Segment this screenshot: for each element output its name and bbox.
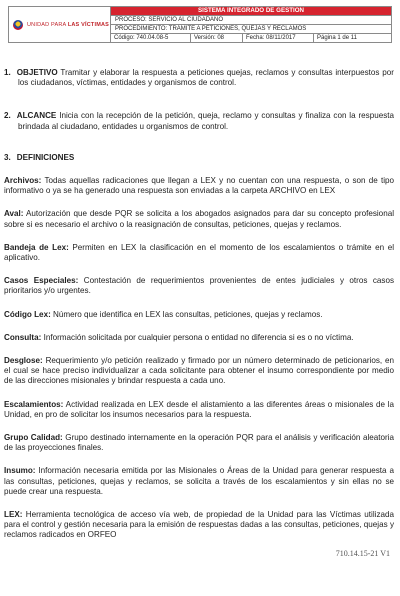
definition-text: Grupo destinado internamente en la operación PQR para el análisis y verificación aleatoria de las proyecciones finales.	[4, 433, 394, 453]
definition-term: Casos Especiales:	[4, 276, 79, 286]
definition-item	[4, 176, 394, 196]
section-title: OBJETIVO	[16, 68, 58, 77]
definition-item	[4, 310, 394, 320]
section-objetivo: 1. OBJETIVO Tramitar y elaborar la respuesta a peticiones quejas, reclamos y consultas interpuestos por los ciudadanos, víctimas, entidades y organismos de control.	[4, 68, 394, 88]
definition-item	[4, 400, 394, 420]
section-title: ALCANCE	[16, 111, 57, 121]
page-number: Página 1 de 11	[317, 35, 357, 41]
definition-item	[4, 333, 394, 343]
definition-term: Desglose:	[4, 356, 43, 366]
definition-item	[4, 433, 394, 453]
definition-text: Información necesaria emitida por las Misionales o Áreas de la Unidad para generar respuesta a las consultas, peticiones, quejas y reclamos, se solicita a través de los escalamientos y sin ellas no se puede crear una respuesta.	[4, 466, 394, 496]
footer-document-code: 710.14.15-21 V1	[335, 549, 390, 558]
definition-term: Bandeja de Lex:	[4, 242, 69, 252]
section-definiciones-heading: 3. DEFINICIONES	[4, 152, 75, 162]
section-text: Tramitar y elaborar la respuesta a peticiones quejas, reclamos y consultas interpuestos por los ciudadanos, víctimas, entidades y organismos de control.	[18, 68, 394, 88]
document-body	[4, 68, 394, 554]
definition-text: Permiten en LEX la clasificación en el momento de los escalamientos o trámite en el aplicativo.	[4, 242, 394, 263]
system-title: SISTEMA INTEGRADO DE GESTIÓN	[111, 7, 391, 16]
logo-text: UNIDAD PARA LAS VÍCTIMAS	[27, 21, 110, 28]
definition-term: Código Lex:	[4, 309, 51, 319]
definition-text: Contestación de requerimientos provenientes de entes judiciales y otros casos prioritarios y/o urgentes.	[4, 276, 394, 296]
section-text: Inicia con la recepción de la petición, queja, reclamo y consultas y finaliza con la respuesta brindada al ciudadano, entidades u organismos de control.	[18, 111, 395, 131]
definition-term: Escalamientos:	[4, 399, 64, 409]
definition-text: Todas aquellas radicaciones que llegan a LEX y no cuentan con una respuesta, o son de tipo informativo o ya se ha generado una respuesta son enviadas a la carpeta ARCHIVO en LEX	[4, 176, 395, 196]
definition-term: Archivos:	[4, 176, 42, 186]
definition-text: Herramienta tecnológica de acceso vía web, de propiedad de la Unidad para las Víctimas utilizada para el control y gestión necesaria para la emisión de respuestas dadas a las consultas, peticiones, quejas y reclamos radicados en ORFEO	[4, 510, 394, 540]
document-code: Código: 740.04.08-5	[111, 34, 191, 42]
definition-item	[4, 243, 394, 263]
definition-item	[4, 276, 394, 296]
document-header	[8, 6, 392, 43]
colombia-crest-icon	[13, 20, 23, 30]
document-version: Versión: 08	[191, 34, 243, 42]
definition-item	[4, 510, 394, 541]
logo	[9, 7, 111, 42]
definition-text: Autorización que desde PQR se solicita a los abogados asignados para dar su concepto profesional sobre si es necesario el archivo o la reasignación de consultas, peticiones, quejas y reclamos.	[4, 209, 394, 229]
definition-text: Requerimiento y/o petición realizado y firmado por un número determinado de peticionarios, en el cual se hace preciso individualizar a cada solicitante para obtener el insumo correspondiente por medio de las direcciones misionales y brindar respuesta a cada uno.	[4, 356, 395, 386]
document-meta	[111, 34, 391, 42]
definition-item	[4, 209, 394, 229]
definition-item	[4, 466, 394, 497]
definition-term: LEX:	[4, 510, 23, 520]
process-label: PROCESO: SERVICIO AL CIUDADANO	[111, 16, 391, 25]
procedure-label: PROCEDIMIENTO: TRÁMITE A PETICIONES, QUEJAS Y RECLAMOS	[111, 25, 391, 34]
definition-term: Consulta:	[4, 332, 42, 342]
definition-item	[4, 356, 394, 387]
definition-term: Insumo:	[4, 466, 36, 476]
definition-term: Aval:	[4, 209, 24, 219]
section-alcance: 2. ALCANCE Inicia con la recepción de la petición, queja, reclamo y consultas y finaliza con la respuesta brindada al ciudadano, entidades u organismos de control.	[4, 111, 395, 131]
definition-text: Número que identifica en LEX las consultas, peticiones, quejas y reclamos.	[53, 309, 323, 319]
definition-text: Actividad realizada en LEX desde el alistamiento a las diferentes áreas o misionales de la Unidad, en pro de solicitar los insumos necesarios para la respuesta.	[4, 399, 394, 419]
definition-term: Grupo Calidad:	[4, 433, 63, 443]
document-date: Fecha: 08/11/2017	[243, 34, 314, 42]
definition-text: Información solicitada por cualquier persona o entidad no diferencia si es o no víctima.	[43, 332, 354, 342]
